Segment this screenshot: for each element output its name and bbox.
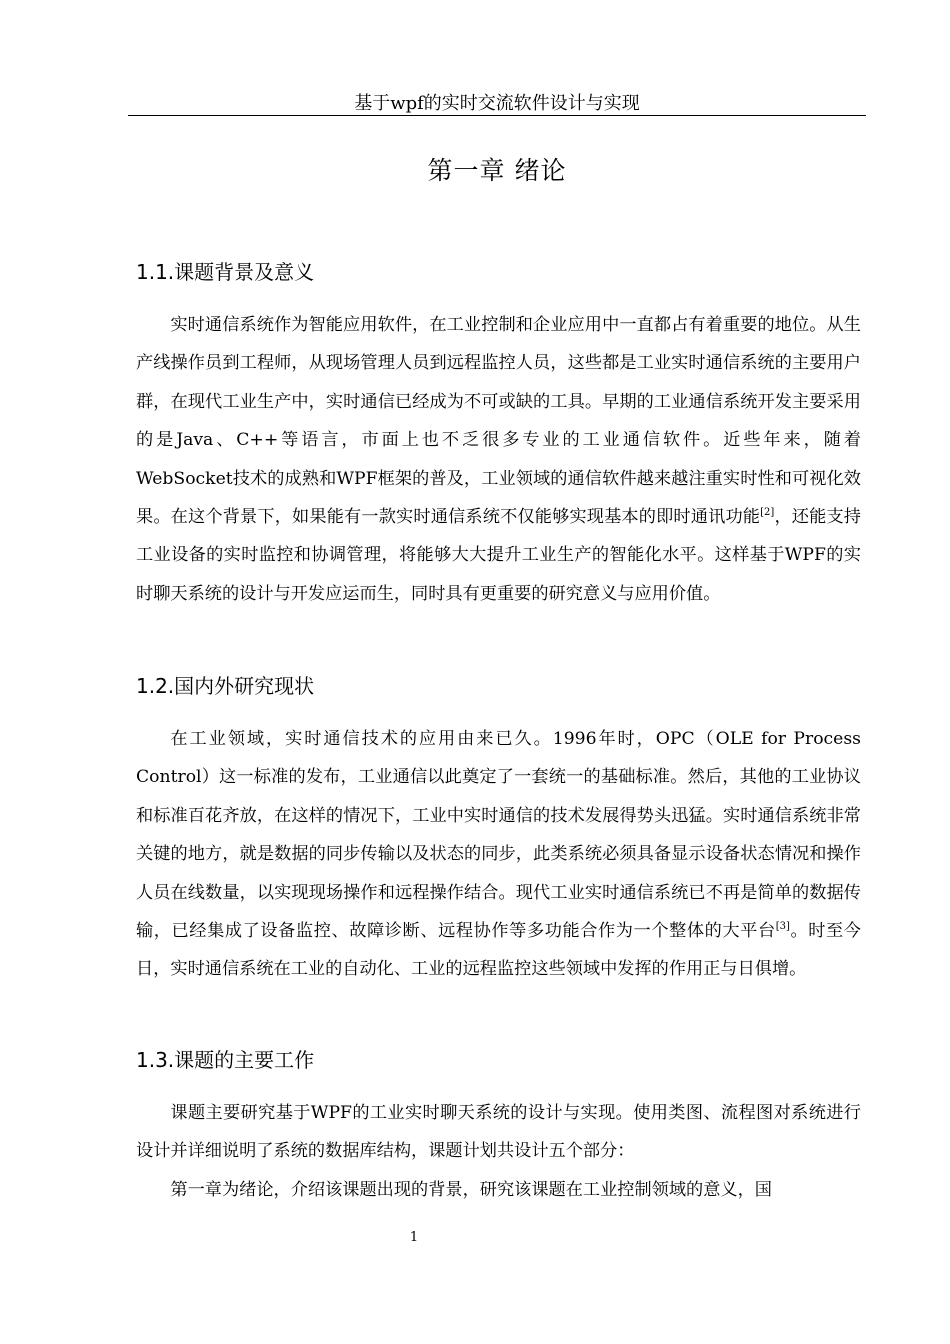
paragraph-chapter-one-intro: 第一章为绪论，介绍该课题出现的背景，研究该课题在工业控制领域的意义，国 xyxy=(170,1180,772,1200)
paragraph-background xyxy=(136,306,861,613)
paragraph-main-work: 课题主要研究基于WPF的工业实时聊天系统的设计与实现。使用类图、流程图对系统进行设计并详细说明了系统的数据库结构，课题计划共设计五个部分： xyxy=(136,1103,861,1162)
paragraph-text: 实时通信系统作为智能应用软件，在工业控制和企业应用中一直都占有着重要的地位。从生产线操作员到工程师，从现场管理人员到远程监控人员，这些都是工业实时通信系统的主要用户群，在现代工业生产中，实时通信已经成为不可或缺的工具。早期的工业通信系统开发主要采用的是Java、C++等语言，市面上也不乏很多专业的工业通信软件。近些年来，随着WebSocket技术的成熟和WPF框架的普及，工业领域的通信软件越来越注重实时性和可视化效果。在这个背景下，如果能有一款实时通信系统不仅能够实现基本的即时通讯功能 xyxy=(136,315,861,528)
page-number: 1 xyxy=(409,1230,419,1245)
running-header: 基于wpf的实时交流软件设计与实现 xyxy=(354,93,640,114)
section-heading-1-2: 1.2.国内外研究现状 xyxy=(136,674,315,698)
citation-ref[interactable]: [3] xyxy=(775,921,790,933)
citation-ref[interactable]: [2] xyxy=(760,507,775,519)
section-heading-1-1: 1.1.课题背景及意义 xyxy=(136,260,315,284)
chapter-title: 第一章 绪论 xyxy=(427,156,567,185)
paragraph-research-status xyxy=(136,720,861,989)
paragraph-text: ，还能支持工业设备的实时监控和协调管理，将能够大大提升工业生产的智能化水平。这样基于WPF的实时聊天系统的设计与开发应运而生，同时具有更重要的研究意义与应用价值。 xyxy=(136,507,861,604)
paragraph-text: 。时至今日，实时通信系统在工业的自动化、工业的远程监控这些领域中发挥的作用正与日俱增。 xyxy=(136,921,861,980)
header-rule xyxy=(128,115,866,116)
section-heading-1-3: 1.3.课题的主要工作 xyxy=(136,1048,315,1072)
paragraph-text: 在工业领域，实时通信技术的应用由来已久。1996年时，OPC（OLE for Process Control）这一标准的发布，工业通信以此奠定了一套统一的基础标准。然后，其他的工业协议和标准百花齐放，在这样的情况下，工业中实时通信的技术发展得势头迅猛。实时通信系统非常关键的地方，就是数据的同步传输以及状态的同步，此类系统必须具备显示设备状态情况和操作人员在线数量，以实现现场操作和远程操作结合。现代工业实时通信系统已不再是简单的数据传输，已经集成了设备监控、故障诊断、远程协作等多功能合作为一个整体的大平台 xyxy=(136,729,861,942)
